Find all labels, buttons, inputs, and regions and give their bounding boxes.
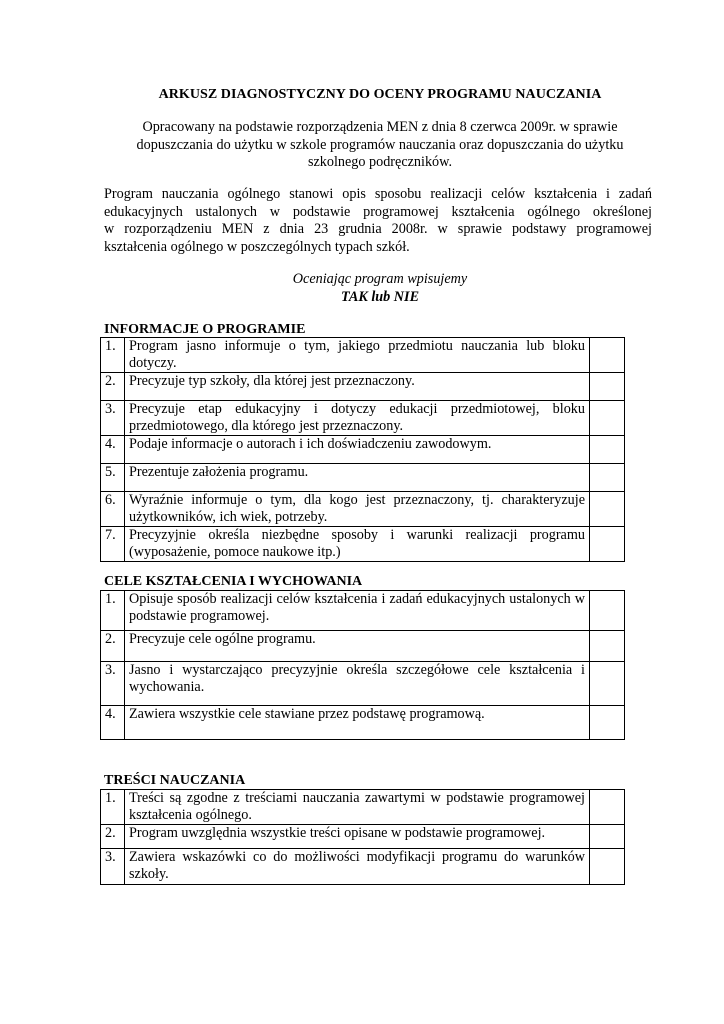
instruction	[100, 271, 660, 306]
criterion-text: Prezentuje założenia programu.	[125, 464, 590, 492]
section-heading-goals: CELE KSZTAŁCENIA I WYCHOWANIA	[104, 574, 363, 589]
row-number: 1.	[101, 591, 125, 631]
table-row	[101, 631, 625, 662]
document-title: ARKUSZ DIAGNOSTYCZNY DO OCENY PROGRAMU NAUCZANIA	[158, 87, 602, 102]
row-number: 4.	[101, 706, 125, 740]
row-number: 2.	[101, 825, 125, 849]
content-table	[100, 789, 625, 885]
row-number: 7.	[101, 527, 125, 562]
criterion-text: Jasno i wystarczająco precyzyjnie określa szczegółowe cele kształcenia i wychowania.	[125, 662, 590, 706]
answer-cell[interactable]	[590, 849, 625, 885]
row-number: 1.	[101, 790, 125, 825]
criterion-text: Program jasno informuje o tym, jakiego przedmiotu nauczania lub bloku dotyczy.	[125, 338, 590, 373]
intro-line: w rozporządzeniu MEN z dnia 23 grudnia 2008r. w sprawie podstawy programowej	[104, 221, 652, 237]
criterion-text: Podaje informacje o autorach i ich doświadczeniu zawodowym.	[125, 436, 590, 464]
section-heading-program-info: INFORMACJE O PROGRAMIE	[104, 322, 306, 337]
criterion-text: Zawiera wszystkie cele stawiane przez podstawę programową.	[125, 706, 590, 740]
table-row	[101, 401, 625, 436]
row-number: 3.	[101, 849, 125, 885]
criterion-text: Zawiera wskazówki co do możliwości modyfikacji programu do warunków szkoły.	[125, 849, 590, 885]
table-row	[101, 706, 625, 740]
table-row	[101, 825, 625, 849]
row-number: 1.	[101, 338, 125, 373]
criterion-text: Precyzuje etap edukacyjny i dotyczy edukacji przedmiotowej, bloku przedmiotowego, dla którego jest przeznaczony.	[125, 401, 590, 436]
row-number: 3.	[101, 401, 125, 436]
table-row	[101, 373, 625, 401]
intro-line: edukacyjnych ustalonych w podstawie programowej kształcenia ogólnego określonej	[104, 203, 652, 220]
answer-cell[interactable]	[590, 706, 625, 740]
row-number: 5.	[101, 464, 125, 492]
answer-cell[interactable]	[590, 591, 625, 631]
row-number: 2.	[101, 631, 125, 662]
table-row	[101, 849, 625, 885]
row-number: 4.	[101, 436, 125, 464]
criterion-text: Treści są zgodne z treściami nauczania zawartymi w podstawie programowej kształcenia ogólnego.	[125, 790, 590, 825]
answer-cell[interactable]	[590, 790, 625, 825]
table-row	[101, 436, 625, 464]
criterion-text: Opisuje sposób realizacji celów kształcenia i zadań edukacyjnych ustalonych w podstawie programowej.	[125, 591, 590, 631]
answer-cell[interactable]	[590, 662, 625, 706]
answer-cell[interactable]	[590, 825, 625, 849]
table-row	[101, 527, 625, 562]
row-number: 3.	[101, 662, 125, 706]
table-row	[101, 492, 625, 527]
goals-table	[100, 590, 625, 740]
section-heading-content: TREŚCI NAUCZANIA	[104, 773, 246, 788]
intro-paragraph	[104, 186, 652, 256]
instruction-answer-options: TAK lub NIE	[340, 288, 420, 305]
answer-cell[interactable]	[590, 401, 625, 436]
row-number: 2.	[101, 373, 125, 401]
criterion-text: Precyzuje typ szkoły, dla której jest przeznaczony.	[125, 373, 590, 401]
intro-line: Program nauczania ogólnego stanowi opis sposobu realizacji celów kształcenia i zadań	[104, 186, 652, 202]
criterion-text: Program uwzględnia wszystkie treści opisane w podstawie programowej.	[125, 825, 590, 849]
table-row	[101, 338, 625, 373]
legal-basis: Opracowany na podstawie rozporządzenia MEN z dnia 8 czerwca 2009r. w sprawie dopuszczania do użytku w szkole programów nauczania oraz dopuszczania do użytku szkolnego podręczników.	[136, 119, 624, 170]
program-info-table	[100, 337, 625, 562]
answer-cell[interactable]	[590, 492, 625, 527]
table-row	[101, 591, 625, 631]
criterion-text: Precyzyjnie określa niezbędne sposoby i warunki realizacji programu (wyposażenie, pomoce naukowe itp.)	[125, 527, 590, 562]
table-row	[101, 464, 625, 492]
answer-cell[interactable]	[590, 631, 625, 662]
answer-cell[interactable]	[590, 338, 625, 373]
instruction-line: Oceniając program wpisujemy	[292, 271, 468, 287]
table-row	[101, 662, 625, 706]
intro-line: kształcenia ogólnego w poszczególnych typach szkół.	[104, 238, 410, 255]
criterion-text: Wyraźnie informuje o tym, dla kogo jest przeznaczony, tj. charakteryzuje użytkowników, ich wiek, potrzeby.	[125, 492, 590, 527]
answer-cell[interactable]	[590, 436, 625, 464]
row-number: 6.	[101, 492, 125, 527]
answer-cell[interactable]	[590, 527, 625, 562]
criterion-text: Precyzuje cele ogólne programu.	[125, 631, 590, 662]
answer-cell[interactable]	[590, 373, 625, 401]
answer-cell[interactable]	[590, 464, 625, 492]
table-row	[101, 790, 625, 825]
